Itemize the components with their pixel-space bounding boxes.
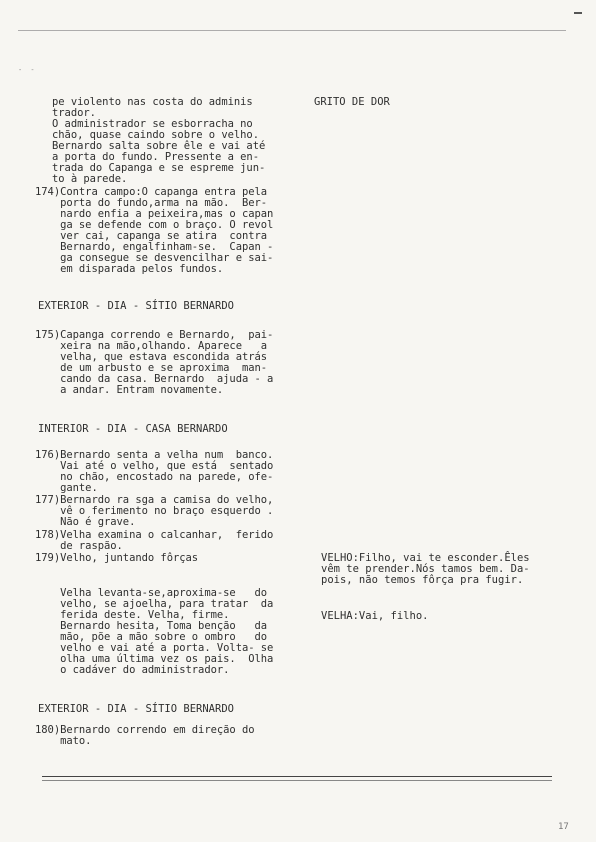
slugline-interior-casa: INTERIOR - DIA - CASA BERNARDO: [38, 423, 228, 435]
top-rule: [18, 30, 566, 31]
bottom-rule-2: [42, 780, 552, 781]
scene-180: 180)Bernardo correndo em direção do mato.: [35, 724, 255, 747]
slugline-exterior-sitio-1: EXTERIOR - DIA - SÍTIO BERNARDO: [38, 300, 234, 312]
corner-stroke: [574, 12, 582, 22]
slugline-exterior-sitio-2: EXTERIOR - DIA - SÍTIO BERNARDO: [38, 703, 234, 715]
scene-179-action: Velha levanta-se,aproxima-se do velho, se ajoelha, para tratar da ferida deste. Velha, firme. Bernardo hesita, Toma benção da mão, põe a mão sobre o ombro do velho e vai até a porta. Volta- se olha uma última vez os pais. Olha o cadáver do administrador.: [60, 587, 274, 676]
scene-176: 176)Bernardo senta a velha num banco. Vai até o velho, que está sentado no chão, encostado na parede, ofe- gante.: [35, 449, 274, 494]
top-mark: - -: [18, 66, 37, 74]
bottom-rule: [42, 776, 552, 777]
scene-175: 175)Capanga correndo e Bernardo, pai- xeira na mão,olhando. Aparece a velha, que estava escondida atrás de um arbusto e se aproxima man- cando da casa. Bernardo ajuda - a a andar. Entram novamente.: [35, 329, 274, 396]
scene-174: 174)Contra campo:O capanga entra pela porta do fundo,arma na mão. Ber- nardo enfia a peixeira,mas o capan ga se defende com o braço. O revol ver cai, capanga se atira contra Bernardo, engalfinham-se. Capan - ga consegue se desvencilhar e sai- em disparada pelos fundos.: [35, 186, 274, 275]
scene-177: 177)Bernardo ra sga a camisa do velho, vê o ferimento no braço esquerdo . Não é grave.: [35, 494, 274, 528]
scene-178: 178)Velha examina o calcanhar, ferido de raspão.: [35, 529, 274, 552]
dialogue-velho: VELHO:Filho, vai te esconder.Êles vêm te prender.Nós tamos bem. Da- pois, não temos fôrça pra fugir.: [321, 552, 530, 586]
scene-179: 179)Velho, juntando fôrças: [35, 552, 199, 564]
scene-text-173-end: pe violento nas costa do adminis trador. O administrador se esborracha no chão, quase caindo sobre o velho. Bernardo salta sobre êle e vai até a porta do fundo. Pressente a en- trada do Capanga e se espreme jun- to à parede.: [52, 96, 266, 185]
dialogue-velha: VELHA:Vai, filho.: [321, 610, 429, 622]
page-number: 17: [558, 822, 569, 832]
sound-cue: GRITO DE DOR: [314, 96, 390, 108]
